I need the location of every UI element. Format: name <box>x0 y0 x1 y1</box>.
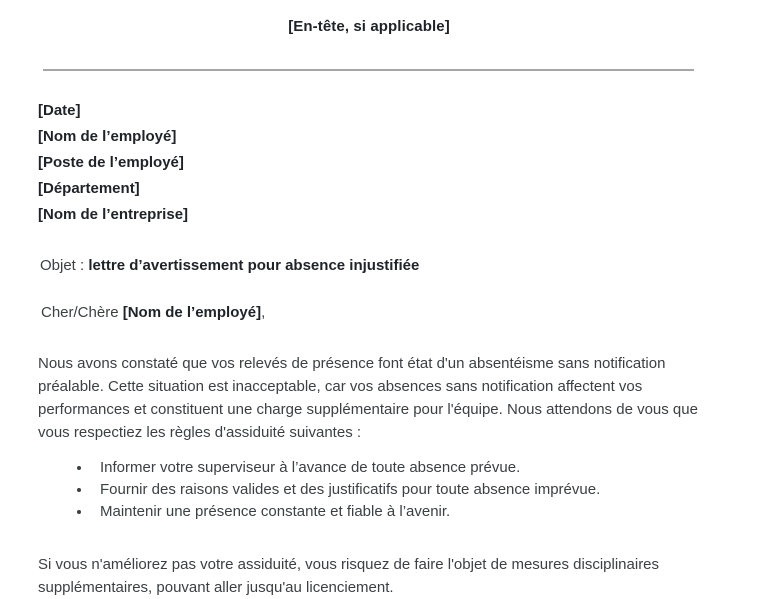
body-paragraph-1: Nous avons constaté que vos relevés de présence font état d'un absentéisme sans notification préalable. Cette situation est inacceptable, car vos absences sans notification affectent vos performances et constituent une charge supplémentaire pour l'équipe. Nous attendons de vous que vous respectiez les règles d'assiduité suivantes : <box>38 355 698 441</box>
list-item: • Maintenir une présence constante et fiable à l’avenir. <box>92 501 700 523</box>
body-paragraph-2: Si vous n'améliorez pas votre assiduité, vous risquez de faire l'objet de mesures disciplinaires supplémentaires, pouvant aller jusqu'au licenciement. <box>38 556 660 596</box>
list-item: • Fournir des raisons valides et des justificatifs pour toute absence imprévue. <box>92 479 700 501</box>
attendance-rules-list <box>38 457 700 523</box>
subject-line <box>40 257 700 274</box>
salutation-prefix: Cher/Chère <box>41 304 123 321</box>
letter-header-placeholder: [En-tête, si applicable] <box>288 18 450 35</box>
header-divider <box>43 69 694 71</box>
salutation-line <box>41 304 700 321</box>
employee-position-placeholder: [Poste de l’employé] <box>38 154 184 171</box>
list-item: • Informer votre superviseur à l’avance de toute absence prévue. <box>92 457 700 479</box>
salutation-suffix: , <box>261 304 266 321</box>
date-placeholder: [Date] <box>38 102 81 119</box>
subject-text: lettre d’avertissement pour absence injustifiée <box>88 257 420 274</box>
company-name-placeholder: [Nom de l’entreprise] <box>38 206 189 223</box>
address-block <box>38 98 700 228</box>
salutation-name-placeholder: [Nom de l’employé] <box>122 304 262 321</box>
employee-name-placeholder: [Nom de l’employé] <box>38 128 177 145</box>
department-placeholder: [Département] <box>38 180 140 197</box>
subject-prefix: Objet : <box>40 257 89 274</box>
